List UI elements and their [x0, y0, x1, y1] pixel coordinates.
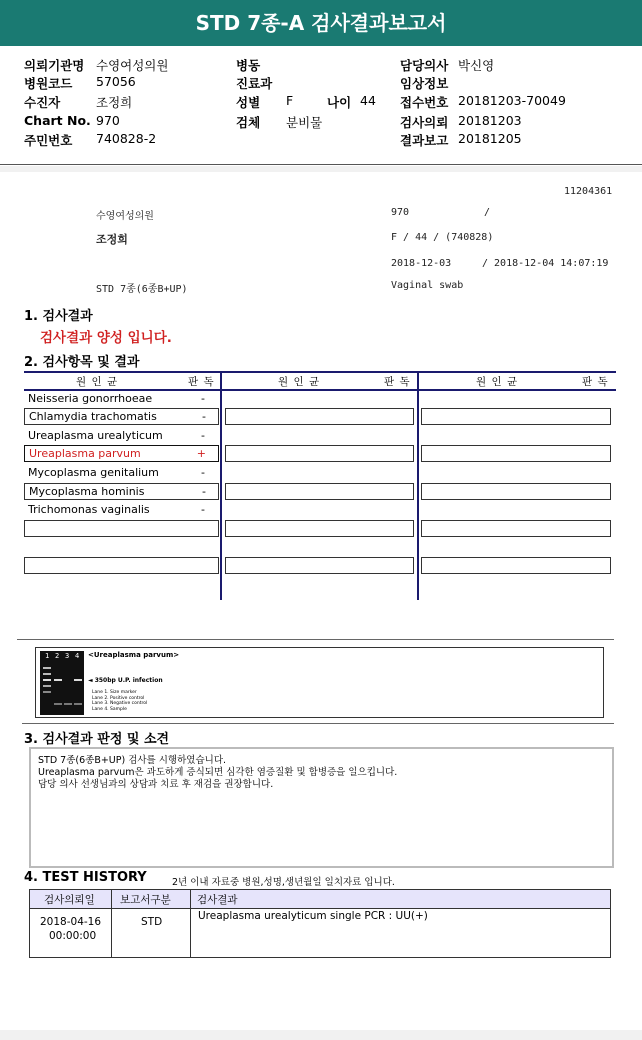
- gel-arrow-label: ◄ 350bp U.P. infection: [88, 677, 163, 684]
- meta-patient: 조정희: [96, 233, 128, 246]
- dept-label: 진료과: [236, 76, 273, 91]
- organism-name: Mycoplasma genitalium: [28, 466, 159, 479]
- empty-row: [225, 520, 414, 537]
- opinion-line: 담당 의사 선생님과의 상담과 치료 후 재검을 권장합니다.: [38, 779, 274, 790]
- section4-title: 4. TEST HISTORY: [24, 870, 147, 885]
- organism-name: Mycoplasma hominis: [29, 485, 145, 498]
- col-cause-1: 원 인 균: [76, 376, 119, 388]
- table-row: [24, 501, 219, 518]
- gel-legend-item: Lane 4. Sample: [92, 706, 127, 712]
- empty-row: [225, 557, 414, 574]
- lane-number: 4: [75, 652, 80, 660]
- col-judge-2: 판 독: [384, 376, 411, 388]
- table-row: [24, 427, 219, 444]
- receipt-value: 20181203-70049: [458, 93, 566, 108]
- marker-band: [43, 667, 51, 669]
- request-label: 검사의뢰: [400, 115, 449, 130]
- hospital-label: 의뢰기관명: [24, 58, 85, 73]
- history-col-type: 보고서구분: [120, 894, 171, 906]
- meta-number: 11204361: [564, 186, 613, 197]
- section1-title: 1. 검사결과: [24, 309, 93, 324]
- history-table: [29, 889, 611, 958]
- organism-result: -: [201, 466, 205, 479]
- footer-band: [0, 1030, 642, 1040]
- opinion-box: [29, 747, 614, 868]
- opinion-line: Ureaplasma parvum은 과도하게 증식되면 심각한 염증질환 및 합병증을 일으킵니다.: [38, 767, 398, 778]
- positive-band: [54, 679, 62, 681]
- organism-name: Neisseria gonorrhoeae: [28, 392, 153, 405]
- meta-specimen: Vaginal swab: [391, 280, 464, 291]
- organism-name: Ureaplasma parvum: [29, 447, 141, 460]
- marker-band: [43, 673, 51, 675]
- specimen-label: 검체: [236, 115, 261, 130]
- organism-name: Trichomonas vaginalis: [28, 503, 150, 516]
- code-label: 병원코드: [24, 76, 73, 91]
- gel-title: <Ureaplasma parvum>: [88, 651, 180, 659]
- empty-row: [421, 483, 611, 500]
- primer-band: [74, 703, 82, 705]
- lane-number: 3: [65, 652, 70, 660]
- gel-electrophoresis-image: [40, 651, 84, 715]
- meta-hospital: 수영여성의원: [96, 211, 154, 222]
- id-value: 740828-2: [96, 131, 157, 146]
- empty-row: [421, 445, 611, 462]
- empty-row: [24, 557, 219, 574]
- table-row-positive: [24, 445, 219, 462]
- empty-row: [421, 557, 611, 574]
- header-divider: [0, 164, 642, 165]
- code-value: 57056: [96, 74, 136, 89]
- organism-name: Chlamydia trachomatis: [29, 410, 157, 423]
- meta-test-name: STD 7종(6종B+UP): [96, 284, 188, 295]
- marker-band: [43, 685, 51, 687]
- history-header: [30, 890, 610, 909]
- gel-legend: [92, 690, 147, 712]
- empty-row: [225, 408, 414, 425]
- report-label: 결과보고: [400, 133, 449, 148]
- organism-result: -: [202, 410, 206, 423]
- table-divider-1: [220, 371, 222, 600]
- table-row: [24, 408, 219, 425]
- report-title: STD 7종-A 검사결과보고서: [0, 0, 642, 46]
- id-label: 주민번호: [24, 133, 73, 148]
- col-judge-1: 판 독: [188, 376, 215, 388]
- meta-slash: /: [484, 207, 491, 218]
- history-time: 00:00:00: [49, 930, 97, 942]
- history-divider: [190, 890, 191, 957]
- report-value: 20181205: [458, 131, 522, 146]
- section-divider: [17, 639, 614, 640]
- sex-label: 성별: [236, 95, 261, 110]
- history-date: 2018-04-16: [40, 916, 102, 928]
- organism-result: -: [202, 485, 206, 498]
- organism-result: +: [196, 447, 206, 460]
- marker-band: [43, 691, 51, 693]
- doctor-value: 박신영: [458, 58, 495, 73]
- empty-row: [24, 520, 219, 537]
- organism-result: -: [201, 503, 205, 516]
- history-divider: [111, 890, 112, 957]
- sex-value: F: [286, 93, 294, 108]
- patient-value: 조정희: [96, 95, 133, 110]
- clinical-label: 임상정보: [400, 76, 449, 91]
- history-col-result: 검사결과: [197, 894, 238, 906]
- lane-number: 2: [55, 652, 60, 660]
- gel-legend-item: Lane 1. Size marker: [92, 690, 137, 695]
- meta-chart: 970: [391, 207, 410, 218]
- lane-number: 1: [45, 652, 50, 660]
- result-summary: 검사결과 양성 입니다.: [40, 330, 172, 346]
- section3-title: 3. 검사결과 판정 및 소견: [24, 732, 170, 747]
- history-note: 2년 이내 자료중 병원,성명,생년월일 일치자료 입니다.: [172, 877, 395, 888]
- col-cause-3: 원 인 균: [476, 376, 519, 388]
- age-value: 44: [360, 93, 376, 108]
- patient-info-block: [0, 52, 642, 162]
- empty-row: [225, 483, 414, 500]
- primer-band: [64, 703, 72, 705]
- col-cause-2: 원 인 균: [278, 376, 321, 388]
- meta-sex-age: F / 44 / (740828): [391, 232, 494, 243]
- chart-value: 970: [96, 113, 120, 128]
- organism-name: Ureaplasma urealyticum: [28, 429, 163, 442]
- opinion-line: STD 7종(6종B+UP) 검사를 시행하였습니다.: [38, 755, 227, 766]
- divider-band: [0, 166, 642, 172]
- gel-legend-item: Lane 2. Positive control: [92, 695, 145, 701]
- empty-row: [421, 520, 611, 537]
- primer-band: [54, 703, 62, 705]
- empty-row: [421, 408, 611, 425]
- ward-label: 병동: [236, 58, 261, 73]
- table-row: [24, 464, 219, 481]
- patient-label: 수진자: [24, 95, 61, 110]
- history-type: STD: [141, 916, 163, 928]
- result-table-header: [24, 371, 616, 391]
- marker-band: [43, 679, 51, 681]
- sample-band: [74, 679, 82, 681]
- table-row: [24, 390, 219, 407]
- meta-date-to: / 2018-12-04 14:07:19: [482, 258, 609, 269]
- table-divider-2: [417, 371, 419, 600]
- request-value: 20181203: [458, 113, 522, 128]
- chart-label: Chart No.: [24, 113, 91, 128]
- gel-legend-item: Lane 3. Negative control: [92, 701, 148, 706]
- table-row: [24, 483, 219, 500]
- organism-result: -: [201, 392, 205, 405]
- specimen-value: 분비물: [286, 115, 323, 130]
- gel-image-panel: [35, 647, 604, 718]
- age-label: 나이: [327, 95, 352, 110]
- meta-date-from: 2018-12-03: [391, 258, 452, 269]
- col-judge-3: 판 독: [582, 376, 609, 388]
- history-col-date: 검사의뢰일: [44, 894, 95, 906]
- section-divider: [22, 723, 614, 724]
- section2-title: 2. 검사항목 및 결과: [24, 355, 140, 370]
- empty-row: [225, 445, 414, 462]
- doctor-label: 담당의사: [400, 58, 449, 73]
- organism-result: -: [201, 429, 205, 442]
- receipt-label: 접수번호: [400, 95, 449, 110]
- hospital-value: 수영여성의원: [96, 58, 169, 73]
- history-result: Ureaplasma urealyticum single PCR : UU(+): [198, 910, 428, 922]
